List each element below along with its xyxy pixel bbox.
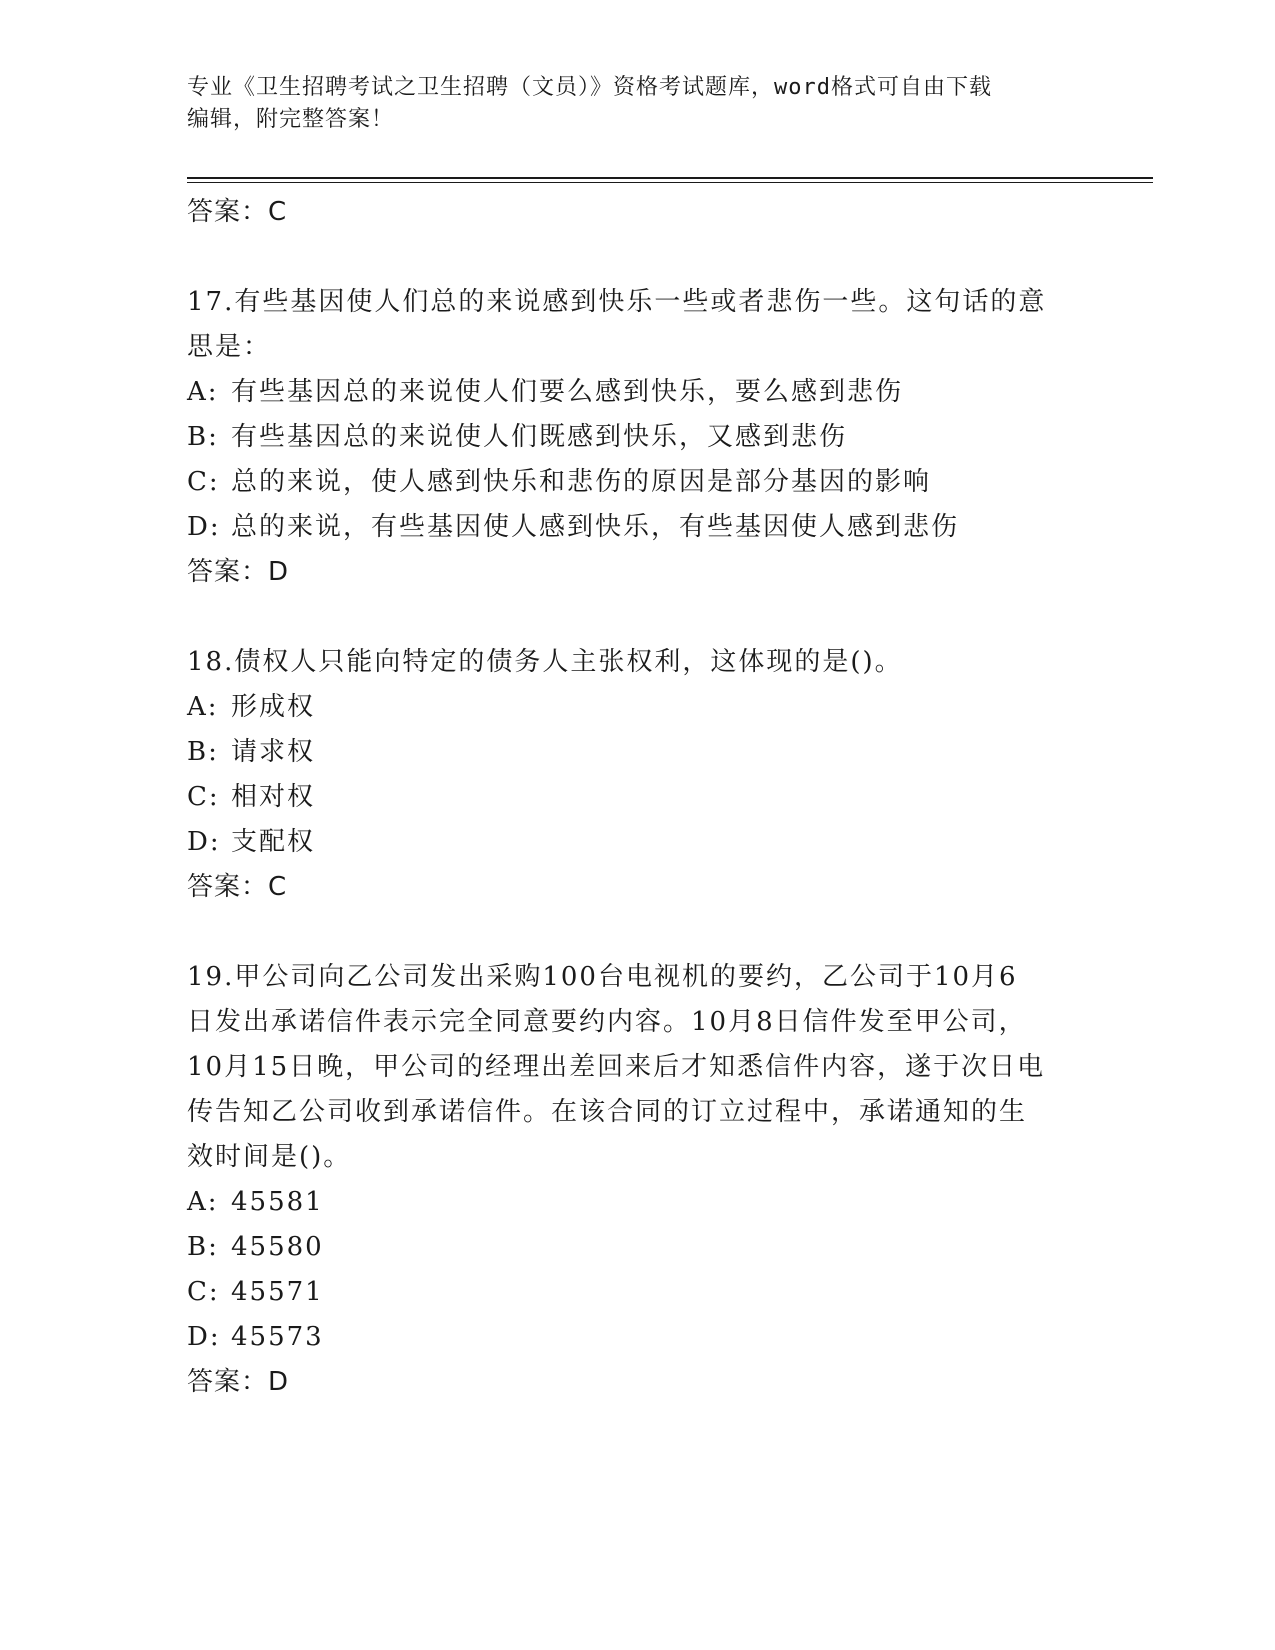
option-letter: B:: [187, 1232, 219, 1262]
option-c: [187, 775, 1087, 820]
option-letter: C:: [187, 1277, 220, 1307]
question-text: 19.甲公司向乙公司发出采购100台电视机的要约，乙公司于10月6: [187, 962, 1018, 992]
question-text: 日发出承诺信件表示完全同意要约内容。10月8日信件发至甲公司，: [187, 1007, 1027, 1037]
option-text: 45580: [231, 1232, 324, 1262]
option-a: [187, 1180, 1087, 1225]
question-18: [187, 640, 1087, 910]
header-divider-thick: [187, 177, 1153, 179]
option-letter: C:: [187, 782, 220, 812]
option-letter: B:: [187, 422, 219, 452]
option-letter: C:: [187, 467, 220, 497]
option-text: 有些基因总的来说使人们既感到快乐，又感到悲伤: [231, 422, 848, 452]
option-letter: D:: [187, 512, 221, 542]
option-text: 45581: [231, 1187, 324, 1217]
option-text: 形成权: [231, 692, 316, 722]
answer-label: 答案：C: [187, 872, 288, 902]
question-text: 思是：: [187, 332, 272, 362]
question-text: 17.有些基因使人们总的来说感到快乐一些或者悲伤一些。这句话的意: [187, 287, 1047, 317]
option-text: 相对权: [231, 782, 316, 812]
question-17: [187, 280, 1087, 595]
header-divider-thin: [187, 182, 1153, 183]
option-c: [187, 1270, 1087, 1315]
question-19: [187, 955, 1087, 1405]
document-header: [187, 72, 1087, 136]
option-a: [187, 685, 1087, 730]
option-letter: D:: [187, 1322, 221, 1352]
option-b: [187, 415, 1087, 460]
question-text: 18.债权人只能向特定的债务人主张权利，这体现的是()。: [187, 647, 903, 677]
option-text: 45573: [231, 1322, 324, 1352]
header-line: 编辑，附完整答案！: [187, 107, 395, 132]
option-letter: A:: [187, 377, 219, 407]
question-text: 效时间是()。: [187, 1142, 352, 1172]
option-letter: A:: [187, 692, 219, 722]
option-letter: B:: [187, 737, 219, 767]
option-letter: D:: [187, 827, 221, 857]
option-d: [187, 820, 1087, 865]
question-text: 传告知乙公司收到承诺信件。在该合同的订立过程中，承诺通知的生: [187, 1097, 1028, 1127]
previous-answer: 答案：C: [187, 197, 288, 227]
option-a: [187, 370, 1087, 415]
option-text: 总的来说，有些基因使人感到快乐，有些基因使人感到悲伤: [231, 512, 960, 542]
option-d: [187, 505, 1087, 550]
answer-label: 答案：D: [187, 1367, 290, 1397]
answer-label: 答案：D: [187, 557, 290, 587]
question-text: 10月15日晚，甲公司的经理出差回来后才知悉信件内容，遂于次日电: [187, 1052, 1046, 1082]
option-text: 有些基因总的来说使人们要么感到快乐，要么感到悲伤: [231, 377, 904, 407]
option-d: [187, 1315, 1087, 1360]
option-b: [187, 1225, 1087, 1270]
header-line: 专业《卫生招聘考试之卫生招聘（文员）》资格考试题库，word格式可自由下载: [187, 75, 992, 100]
option-text: 总的来说，使人感到快乐和悲伤的原因是部分基因的影响: [231, 467, 932, 497]
question-list: [187, 190, 1087, 1405]
option-text: 支配权: [231, 827, 316, 857]
option-text: 请求权: [231, 737, 316, 767]
option-letter: A:: [187, 1187, 219, 1217]
option-b: [187, 730, 1087, 775]
option-text: 45571: [231, 1277, 324, 1307]
option-c: [187, 460, 1087, 505]
